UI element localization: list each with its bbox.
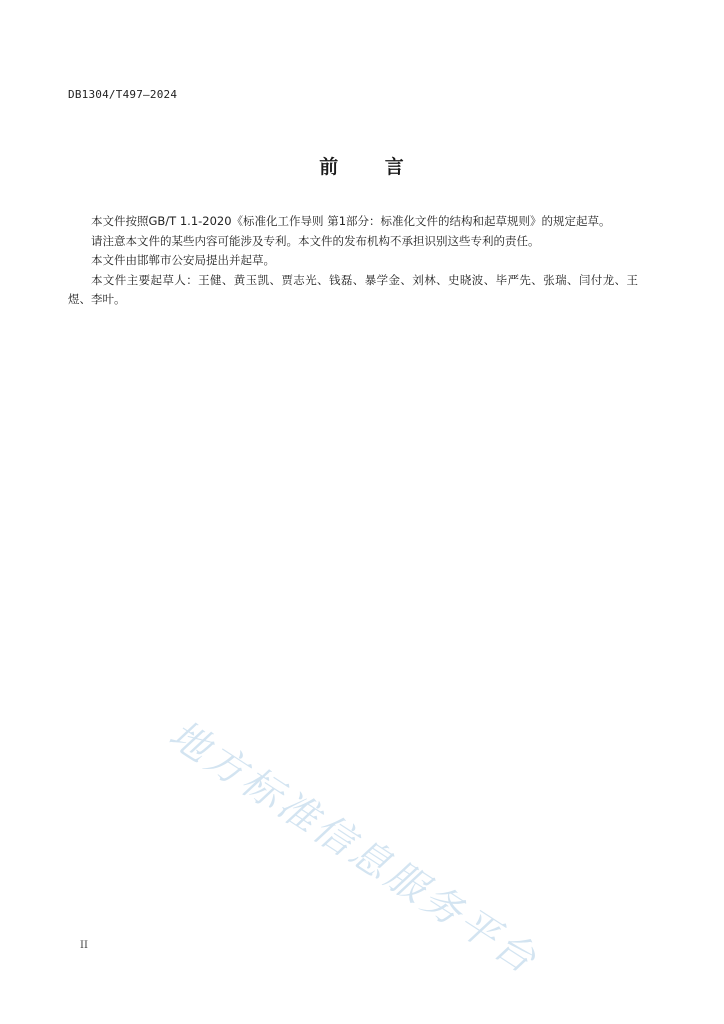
document-code: DB1304/T497—2024 <box>68 88 178 101</box>
paragraph-drafting-rules: 本文件按照GB/T 1.1-2020《标准化工作导则 第1部分：标准化文件的结构和起草规则》的规定起草。 <box>91 214 611 228</box>
paragraph-proposer: 本文件由邯郸市公安局提出并起草。 <box>91 253 275 267</box>
paragraph-drafters: 本文件主要起草人：王健、黄玉凯、贾志光、钱磊、暴学金、刘林、史晓波、毕严先、张瑞、闫付龙、王煜、李叶。 <box>68 272 638 306</box>
foreword-body <box>68 212 638 310</box>
paragraph-patent-notice: 请注意本文件的某些内容可能涉及专利。本文件的发布机构不承担识别这些专利的责任。 <box>91 233 540 248</box>
watermark: 地方标准信息服务平台 <box>160 712 546 985</box>
page-number: II <box>80 940 88 951</box>
section-title: 前 言 <box>319 156 405 178</box>
